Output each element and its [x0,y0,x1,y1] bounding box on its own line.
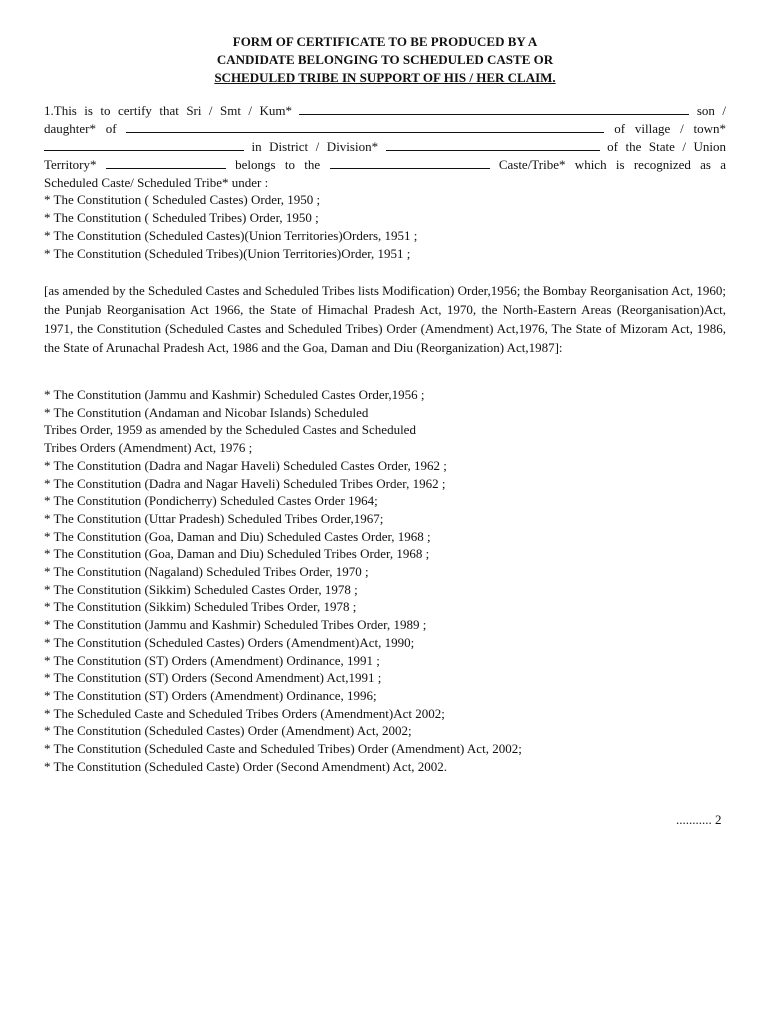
cert-line-2 [44,120,726,138]
list-item: * The Constitution (Scheduled Caste and Scheduled Tribes) Order (Amendment) Act, 2002; [44,741,522,757]
list-item: Tribes Orders (Amendment) Act, 1976 ; [44,440,253,456]
list-item: * The Scheduled Caste and Scheduled Tribes Orders (Amendment)Act 2002; [44,705,445,721]
amendment-note: [as amended by the Scheduled Castes and Scheduled Tribes lists Modification) Order,1956; the Bombay Reorganisation Act, 1960; the Punjab Reorganisation Act 1966, the State of Himachal Pradesh Act, 1970, the North-Eastern Areas (Reorganisation)Act, 1971, the Constitution (Scheduled Castes and Scheduled Tribes) Order (Amendment) Act,1976, The State of Mizoram Act, 1986, the State of Arunachal Pradesh Act, 1986 and the Goa, Daman and Diu (Reorganization) Act,1987]: [44,283,726,355]
cert-l4-prefix: Territory* [44,157,97,172]
title-line-1: FORM OF CERTIFICATE TO BE PRODUCED BY A [232,34,538,49]
page-continuation-marker: ........... 2 [676,812,722,827]
cert-l2-prefix: daughter* of [44,121,117,136]
cert-line-1 [44,102,726,120]
list-item: * The Constitution (Nagaland) Scheduled Tribes Order, 1970 ; [44,564,369,580]
list-item: * The Constitution ( Scheduled Castes) Order, 1950 ; [44,192,321,207]
list-item: * The Constitution (Andaman and Nicobar Islands) Scheduled [44,404,369,420]
secondary-orders-list [44,386,726,775]
cert-l4-suffix: Caste/Tribe* which is recognized as a [498,157,727,172]
list-item: * The Constitution (ST) Orders (Amendment) Ordinance, 1996; [44,687,377,703]
parent-name-blank-field[interactable] [126,120,604,133]
name-blank-field[interactable] [299,102,689,115]
list-item: * The Constitution (Scheduled Castes) Order (Amendment) Act, 2002; [44,723,412,739]
primary-orders-list [44,191,726,263]
list-item: * The Constitution (Uttar Pradesh) Scheduled Tribes Order,1967; [44,510,384,526]
cert-l2-suffix: of village / town* [614,121,726,136]
list-item: * The Constitution (Dadra and Nagar Haveli) Scheduled Tribes Order, 1962 ; [44,475,446,491]
cert-l1-suffix: son / [696,103,726,118]
list-item: * The Constitution (Sikkim) Scheduled Castes Order, 1978 ; [44,581,358,597]
list-item: * The Constitution (Jammu and Kashmir) Scheduled Castes Order,1956 ; [44,387,425,402]
list-item: Tribes Order, 1959 as amended by the Scheduled Castes and Scheduled [44,422,416,438]
list-item: * The Constitution (ST) Orders (Amendment) Ordinance, 1991 ; [44,652,380,668]
list-item: * The Constitution (Jammu and Kashmir) Scheduled Tribes Order, 1989 ; [44,617,427,633]
certificate-paragraph [44,102,726,192]
form-title [0,33,770,87]
village-blank-field[interactable] [44,138,244,151]
list-item: * The Constitution (Goa, Daman and Diu) Scheduled Castes Order, 1968 ; [44,528,431,544]
list-item: * The Constitution ( Scheduled Tribes) Order, 1950 ; [44,210,319,225]
list-item: * The Constitution (Scheduled Castes) Orders (Amendment)Act, 1990; [44,634,415,650]
list-item: * The Constitution (Pondicherry) Scheduled Castes Order 1964; [44,493,378,509]
list-item: * The Constitution (Scheduled Castes)(Union Territories)Orders, 1951 ; [44,228,418,243]
territory-blank-field[interactable] [106,156,226,169]
cert-l1-prefix: 1.This is to certify that Sri / Smt / Kum* [44,103,292,118]
list-item: * The Constitution (Scheduled Caste) Order (Second Amendment) Act, 2002. [44,758,448,774]
title-line-3: SCHEDULED TRIBE IN SUPPORT OF HIS / HER CLAIM. [214,70,556,85]
cert-l3-suffix: of the State / Union [607,139,727,154]
district-blank-field[interactable] [386,138,600,151]
list-item: * The Constitution (Sikkim) Scheduled Tribes Order, 1978 ; [44,599,357,615]
cert-l4-mid: belongs to the [235,157,321,172]
caste-blank-field[interactable] [330,156,490,169]
cert-line-5: Scheduled Caste/ Scheduled Tribe* under : [44,175,269,190]
title-line-2: CANDIDATE BELONGING TO SCHEDULED CASTE OR [216,52,554,67]
list-item: * The Constitution (Dadra and Nagar Haveli) Scheduled Castes Order, 1962 ; [44,457,447,473]
list-item: * The Constitution (ST) Orders (Second Amendment) Act,1991 ; [44,670,382,686]
cert-line-3 [44,138,726,156]
cert-line-4 [44,156,726,174]
cert-l3-mid: in District / Division* [251,139,379,154]
list-item: * The Constitution (Goa, Daman and Diu) Scheduled Tribes Order, 1968 ; [44,546,430,562]
list-item: * The Constitution (Scheduled Tribes)(Union Territories)Order, 1951 ; [44,246,411,261]
